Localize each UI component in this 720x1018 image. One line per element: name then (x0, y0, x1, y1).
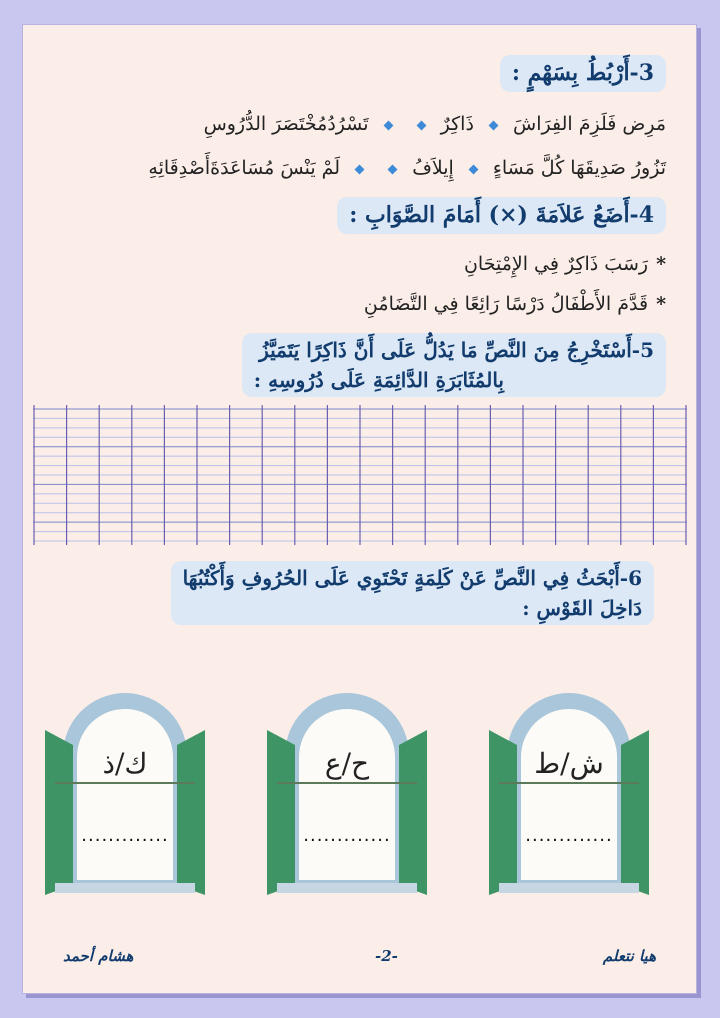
window-2 (267, 685, 427, 900)
window-frame-icon (267, 685, 427, 900)
q5-title: 5-أَسْتَخْرِجُ مِنَ النَّصِّ مَا يَدُلُّ عَلَى أَنَّ ذَاكِرًا يَتَمَيَّزُ بِالمُثَابَرَةِ الدَّائِمَةِ عَلَى دُرُوسِهِ : (242, 333, 666, 397)
asterisk-icon: * (656, 253, 666, 275)
diamond-icon (416, 120, 426, 130)
diamond-icon (383, 120, 393, 130)
diamond-icon (388, 164, 398, 174)
q3-row1-item3: تَسْرُدُمُخْتَصَرَ الدُّرُوسِ (203, 113, 369, 135)
footer-brand: هيا نتعلم (602, 947, 656, 965)
window-1-letters: ك/ذ (102, 747, 148, 780)
window-2-letters: ح/ع (324, 747, 370, 780)
q3-row1-item2: ذَاكِرٌ (440, 113, 474, 135)
q6-title: 6-أَبْحَثُ فِي النَّصِّ عَنْ كَلِمَةٍ تَحْتَوِي عَلَى الحُرُوفِ وَأَكْتُبُهَا دَاخِلَ القَوْسِ : (171, 561, 654, 625)
window-2-blank[interactable]: ............. (303, 825, 391, 846)
window-3-blank[interactable]: ............. (525, 825, 613, 846)
diamond-icon (489, 120, 499, 130)
q4-item1: *رَسَبَ ذَاكِرٌ فِي الإِمْتِحَانِ (463, 253, 666, 275)
window-frame-icon (489, 685, 649, 900)
q3-row2-item2: إِيلاَفُ (412, 157, 454, 179)
q3-title: 3-أَرْبُطُ بِسَهْمٍ : (500, 55, 666, 92)
worksheet-page (22, 24, 697, 994)
diamond-icon (355, 164, 365, 174)
footer-page-number: -2- (375, 947, 398, 965)
window-3-letters: ش/ط (534, 747, 604, 780)
q3-row2 (148, 157, 666, 179)
footer-author: هشام أحمد (63, 947, 134, 965)
q3-row2-item3: لَمْ يَنْسَ مُسَاعَدَةَأَصْدِقَائِهِ (148, 157, 341, 179)
q3-row2-item1: تَزُورُ صَدِيقَهَا كُلَّ مَسَاءٍ (492, 157, 666, 179)
diamond-icon (468, 164, 478, 174)
asterisk-icon: * (656, 293, 666, 315)
q4-item2: *قَدَّمَ الأَطْفَالُ دَرْسًا رَائِعًا فِي التَّضَامُنِ (363, 293, 666, 315)
q4-title: 4-أَضَعُ عَلاَمَةَ (×) أَمَامَ الصَّوَابِ : (337, 197, 666, 234)
window-3 (489, 685, 649, 900)
window-1 (45, 685, 205, 900)
window-frame-icon (45, 685, 205, 900)
q3-row1 (204, 113, 666, 135)
writing-grid (33, 405, 687, 545)
window-1-blank[interactable]: ............. (81, 825, 169, 846)
q3-row1-item1: مَرِض فَلَزِمَ الفِرَاشَ (513, 113, 666, 135)
